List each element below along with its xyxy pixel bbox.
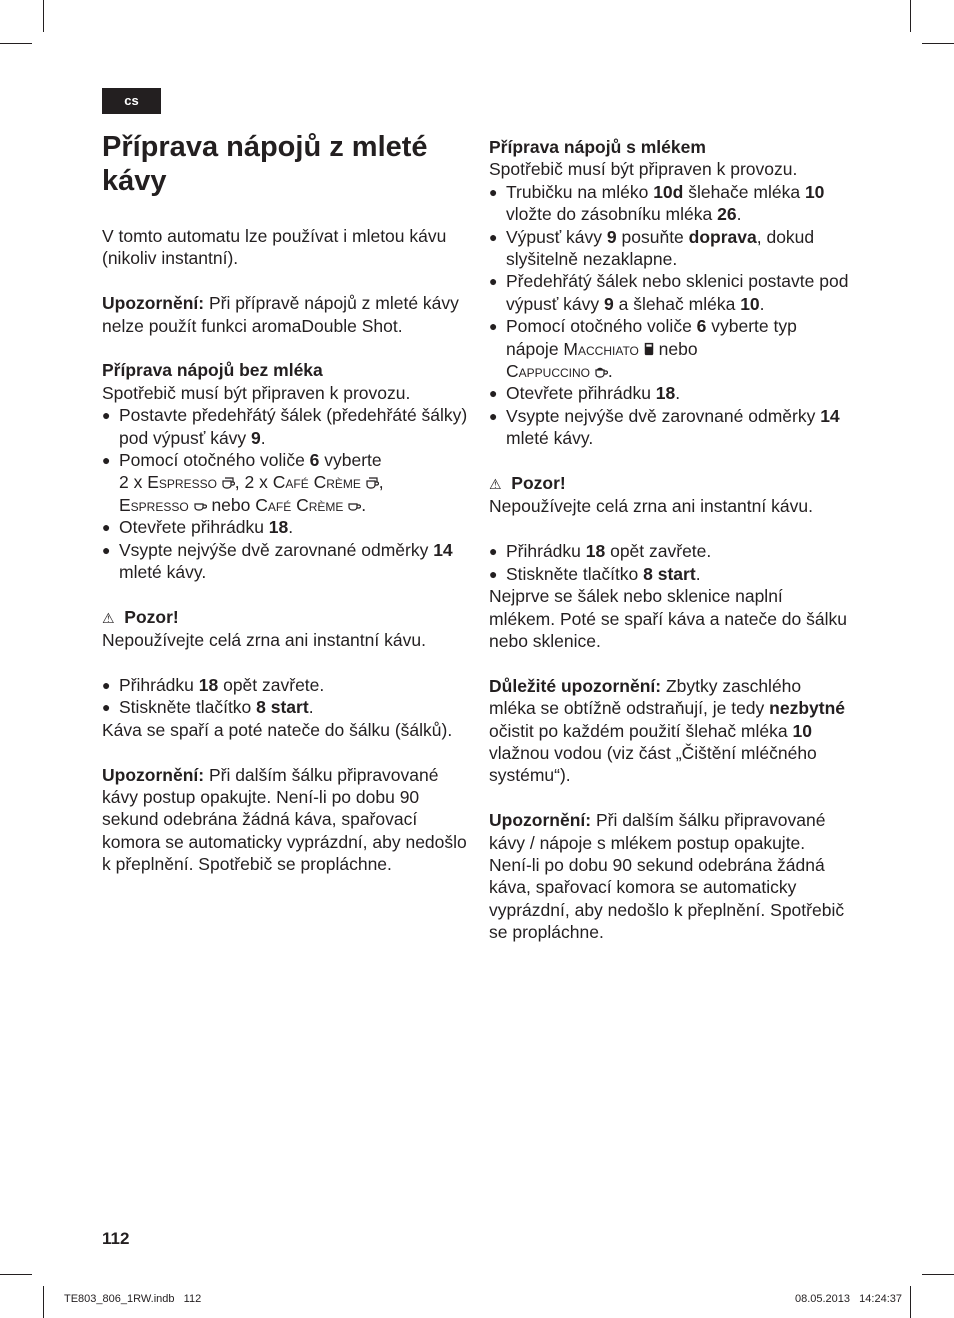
- drink-name: Macchiato: [563, 338, 639, 359]
- cappuccino-cup-icon: [595, 365, 608, 379]
- ref-number: 9: [606, 226, 617, 247]
- list-item-text: Otevřete přihrádku: [506, 383, 656, 404]
- list-item-text: Předehřátý šálek nebo sklenici postavte pod výpusť kávy: [506, 271, 849, 314]
- crop-mark: [910, 0, 911, 32]
- list-item-text: vyberte: [319, 450, 382, 471]
- important-paragraph: [489, 675, 851, 787]
- right-column: [489, 136, 851, 944]
- warning-label: Pozor!: [511, 473, 566, 494]
- list-item-text: Vsypte nejvýše dvě zarovnané odměrky: [506, 405, 821, 426]
- list-item-text: Pomocí otočného voliče: [506, 316, 697, 337]
- ref-number: 6: [696, 316, 707, 337]
- list-item: [102, 449, 470, 516]
- glass-icon: [644, 341, 654, 357]
- warning-icon: ⚠: [489, 476, 502, 493]
- note-text: Při přípravě nápojů z mleté kávy nelze použít funkci aromaDouble Shot.: [102, 293, 459, 336]
- note-label: Upozornění:: [102, 764, 205, 785]
- result-text: Káva se spaří a poté nateče do šálku (šálků).: [102, 719, 453, 740]
- drink-name: Espresso: [119, 494, 189, 515]
- ref-number: 18: [585, 541, 606, 562]
- ref-number: 9: [604, 293, 614, 314]
- list-item-text: vložte do zásobníku mléka: [506, 204, 718, 225]
- list-item: [489, 315, 851, 382]
- list-item-text: vyberte typ nápoje: [506, 316, 797, 359]
- important-label: Důležité upozornění:: [489, 675, 662, 696]
- list-item: ● Otevřete přihrádku 18.: [489, 382, 851, 404]
- double-cup-icon: [222, 477, 235, 489]
- ref-number: 14: [820, 405, 840, 426]
- section-heading: Příprava nápojů s mlékem: [489, 137, 706, 157]
- list-item: [489, 540, 851, 562]
- page-title: Příprava nápojů z mleté kávy: [102, 131, 428, 197]
- list-item: ● Stiskněte tlačítko 8 start.: [102, 696, 470, 718]
- crop-mark: [910, 1286, 911, 1318]
- list-item-text: Otevřete přihrádku: [119, 517, 269, 538]
- list-item-text: posuňte: [616, 226, 689, 247]
- ref-number: 10: [792, 720, 812, 741]
- ref-number: 14: [433, 539, 453, 560]
- note-text: Při dalším šálku připravované kávy / nápoje s mlékem postup opakujte. Není-li po dobu 90 sekund odebrána žádná káva, spařovací komora se automaticky vyprázdní, aby nedošlo k přeplnění. Spotřebič se propláchne.: [489, 810, 845, 943]
- list-item: ● Stiskněte tlačítko 8 start.: [489, 563, 851, 585]
- crop-mark: [922, 43, 954, 44]
- list-item: ● Trubičku na mléko 10d šlehače mléka 10 vložte do zásobníku mléka 26.: [489, 181, 851, 226]
- list-item-text: nebo: [653, 338, 698, 359]
- note-label: Upozornění:: [102, 293, 205, 314]
- list-item: ● Předehřátý šálek nebo sklenici postavte pod výpusť kávy 9 a šlehač mléka 10.: [489, 270, 851, 315]
- note-paragraph: [102, 764, 470, 876]
- ref-number: 10: [740, 293, 760, 314]
- important-emphasis: nezbytné: [769, 698, 846, 719]
- ready-text: Spotřebič musí být připraven k provozu.: [489, 159, 798, 180]
- drink-name: Espresso: [147, 472, 217, 493]
- note-label: Upozornění:: [489, 810, 592, 831]
- crop-mark: [922, 1274, 954, 1275]
- list-item: [489, 226, 851, 271]
- list-item: [102, 674, 470, 696]
- list-item-text: Trubičku na mléko: [506, 181, 654, 202]
- page-number: 112: [102, 1229, 130, 1248]
- crop-mark: [43, 1286, 44, 1318]
- note-paragraph: [489, 809, 851, 943]
- warning-heading: [102, 606, 470, 629]
- list-item-text: Postavte předehřátý šálek (předehřáté šálky) pod výpusť kávy: [119, 405, 468, 448]
- result-text: Nejprve se šálek nebo sklenice naplní mlékem. Poté se spaří káva a nateče do šálku nebo sklenice.: [489, 586, 847, 651]
- list-item-text: Výpusť kávy: [506, 226, 607, 247]
- ref-number: 26: [717, 204, 737, 225]
- drink-name: Cappuccino: [506, 361, 590, 382]
- list-item-text: opět zavřete.: [218, 675, 325, 696]
- ref-number: 10: [804, 181, 825, 202]
- left-column: [102, 225, 470, 876]
- double-cup-icon: [366, 477, 379, 489]
- crop-mark: [0, 1274, 32, 1275]
- important-text: Zbytky zaschlého mléka se obtížně odstraňují, je tedy: [489, 675, 802, 719]
- footer-datetime: 08.05.2013 14:24:37: [794, 1293, 902, 1305]
- list-item-text: mleté kávy.: [119, 562, 207, 583]
- warning-text: Nepoužívejte celá zrna ani instantní kávu.: [489, 496, 813, 517]
- list-item: ● Otevřete přihrádku 18.: [102, 516, 470, 538]
- ref-number: 10d: [653, 181, 684, 202]
- list-item-text: mleté kávy.: [506, 428, 594, 449]
- ref-number: 18: [198, 675, 219, 696]
- section-heading: Příprava nápojů bez mléka: [102, 360, 323, 381]
- list-item-text: 2 x: [119, 472, 148, 493]
- crop-mark: [0, 43, 32, 44]
- list-item-text: Přihrádku: [119, 675, 199, 696]
- button-ref: 8 start: [256, 697, 309, 718]
- list-item-text: ,: [378, 472, 384, 493]
- warning-heading: [489, 472, 851, 495]
- footer-filename: TE803_806_1RW.indb 112: [64, 1293, 202, 1305]
- drink-name: Café Crème: [272, 472, 361, 493]
- list-item: ● Postavte předehřátý šálek (předehřáté šálky) pod výpusť kávy 9.: [102, 404, 470, 449]
- crop-mark: [43, 0, 44, 32]
- list-item-text: nebo: [206, 494, 256, 515]
- list-item-text: Přihrádku: [506, 541, 586, 562]
- list-item-text: a šlehač mléka: [613, 293, 741, 314]
- ref-number: 9: [251, 427, 261, 448]
- list-item-text: Stiskněte tlačítko: [119, 697, 257, 718]
- ready-text: Spotřebič musí být připraven k provozu.: [102, 382, 411, 403]
- language-tab: cs: [102, 88, 161, 114]
- intro-text: V tomto automatu lze používat i mletou kávu (nikoliv instantní).: [102, 226, 447, 269]
- drink-name: Café Crème: [255, 494, 344, 515]
- warning-icon: ⚠: [102, 609, 115, 626]
- list-item: [489, 405, 851, 450]
- note-paragraph: [102, 292, 470, 337]
- list-item-text: , dokud slyšitelně nezaklapne.: [506, 226, 815, 270]
- list-item-text: .: [361, 494, 367, 515]
- list-item-text: , 2 x: [234, 472, 273, 493]
- warning-text: Nepoužívejte celá zrna ani instantní kávu.: [102, 630, 426, 651]
- button-ref: 8 start: [643, 563, 696, 584]
- list-item-text: Stiskněte tlačítko: [506, 563, 644, 584]
- list-item-text: Vsypte nejvýše dvě zarovnané odměrky: [119, 539, 434, 560]
- cup-icon: [194, 500, 207, 512]
- ref-number: 6: [309, 450, 320, 471]
- ref-number: 18: [268, 517, 289, 538]
- important-text: vlažnou vodou (viz část „Čištění mléčného systému“).: [489, 742, 817, 786]
- list-item: [102, 539, 470, 584]
- note-text: Při dalším šálku připravované kávy postup opakujte. Není-li po dobu 90 sekund odebrána žádná káva, spařovací komora se automaticky vyprázdní, aby nedošlo k přeplnění. Spotřebič se propláchne.: [102, 764, 467, 875]
- list-item-text: .: [607, 361, 613, 382]
- cup-icon: [348, 500, 361, 512]
- direction-word: doprava: [688, 226, 757, 247]
- important-text: očistit po každém použití šlehač mléka: [489, 720, 793, 741]
- list-item-text: Pomocí otočného voliče: [119, 450, 310, 471]
- ref-number: 18: [655, 383, 676, 404]
- list-item-text: opět zavřete.: [605, 541, 712, 562]
- warning-label: Pozor!: [124, 606, 179, 627]
- list-item-text: šlehače mléka: [683, 181, 805, 202]
